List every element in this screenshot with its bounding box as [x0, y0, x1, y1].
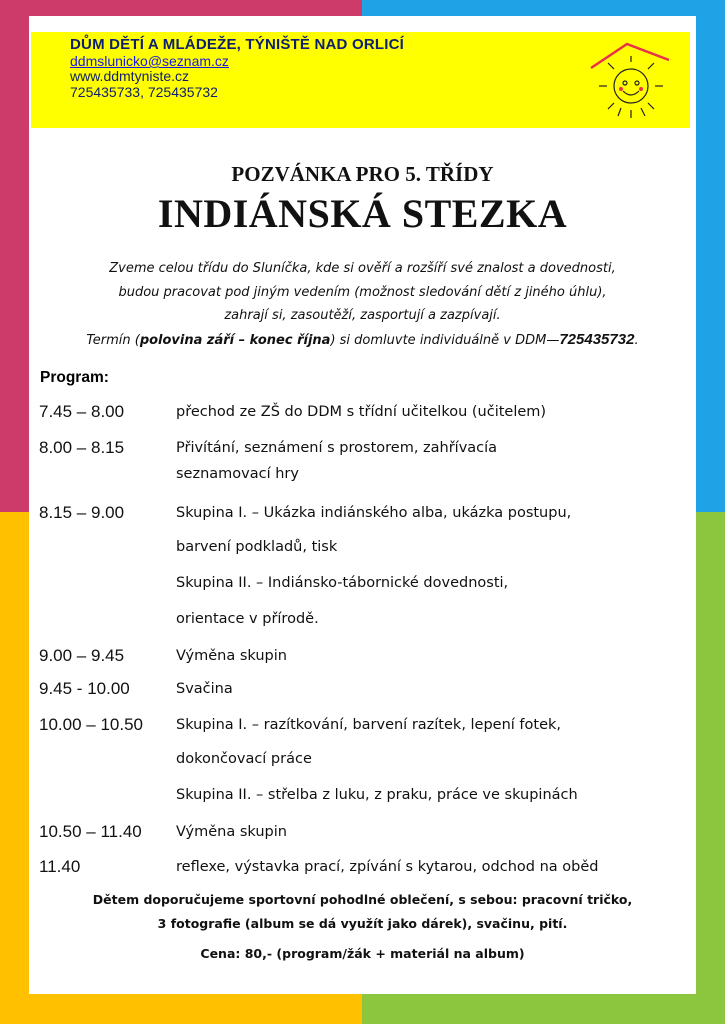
- term-dates: polovina září – konec října: [139, 332, 331, 348]
- org-name: DŮM DĚTÍ A MLÁDEŽE, TÝNIŠTĚ NAD ORLICÍ: [70, 36, 404, 53]
- phone-numbers: 725435733, 725435732: [70, 84, 218, 100]
- program-description: přechod ze ZŠ do DDM s třídní učitelkou (učitelem): [176, 404, 547, 420]
- program-time: 8.00 – 8.15: [39, 438, 125, 457]
- footer-recommendation: [40, 888, 685, 936]
- program-time: 11.40: [39, 857, 81, 876]
- program-label: Program:: [40, 369, 109, 386]
- website-text: www.ddmtyniste.cz: [70, 68, 190, 84]
- program-time: 8.15 – 9.00: [39, 503, 125, 522]
- page-title: INDIÁNSKÁ STEZKA: [157, 191, 568, 236]
- program-description: Skupina II. – Indiánsko-tábornické dovednosti,: [176, 575, 509, 591]
- program-description: Skupina I. – razítkování, barvení razítek, lepení fotek,: [176, 717, 562, 733]
- program-description: Svačina: [176, 681, 233, 697]
- program-description: Výměna skupin: [176, 824, 287, 840]
- sun-logo-icon: [583, 38, 683, 126]
- program-description: dokončovací práce: [176, 751, 312, 767]
- term-prefix: Termín (: [86, 332, 140, 348]
- program-description: seznamovací hry: [176, 466, 299, 482]
- program-description: orientace v přírodě.: [176, 611, 319, 627]
- program-description: barvení podkladů, tisk: [176, 539, 338, 555]
- program-time: 9.00 – 9.45: [39, 646, 125, 665]
- intro-text: [40, 257, 685, 352]
- term-line: [40, 328, 685, 353]
- price-text: Cena: 80,- (program/žák + materiál na album): [200, 946, 525, 961]
- intro-line: zahrají si, zasoutěží, zasportují a zazpívají.: [224, 308, 501, 323]
- program-description: Výměna skupin: [176, 648, 287, 664]
- program-time: 10.00 – 10.50: [39, 715, 143, 734]
- subtitle: POZVÁNKA PRO 5. TŘÍDY: [231, 162, 494, 186]
- program-description: Skupina II. – střelba z luku, z praku, práce ve skupinách: [176, 787, 578, 803]
- program-description: Přivítání, seznámení s prostorem, zahřívacía: [176, 440, 498, 456]
- term-phone: 725435732: [559, 330, 635, 348]
- footer-line: Dětem doporučujeme sportovní pohodlné oblečení, s sebou: pracovní tričko,: [92, 892, 633, 907]
- term-suffix: ) si domluvte individuálně v DDM—: [330, 332, 560, 348]
- intro-line: Zveme celou třídu do Sluníčka, kde si ověří a rozšíří své znalost a dovednosti,: [109, 261, 616, 276]
- program-time: 7.45 – 8.00: [39, 402, 125, 421]
- program-description: reflexe, výstavka prací, zpívání s kytarou, odchod na oběd: [176, 859, 599, 875]
- program-time: 9.45 - 10.00: [39, 679, 130, 698]
- program-time: 10.50 – 11.40: [39, 822, 142, 841]
- program-description: Skupina I. – Ukázka indiánského alba, ukázka postupu,: [176, 505, 572, 521]
- intro-line: budou pracovat pod jiným vedením (možnost sledování dětí z jiného úhlu),: [118, 284, 607, 300]
- footer-line: 3 fotografie (album se dá využít jako dárek), svačinu, pití.: [157, 916, 568, 931]
- email-link[interactable]: ddmslunicko@seznam.cz: [70, 53, 229, 69]
- term-end: .: [634, 332, 639, 348]
